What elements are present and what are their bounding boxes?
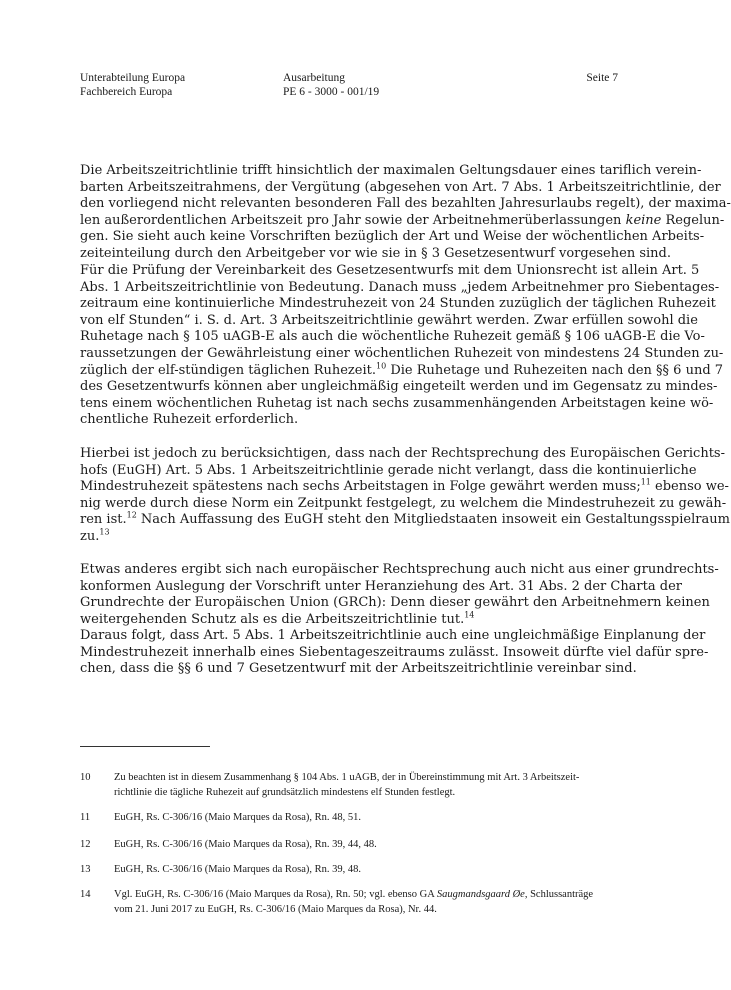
text-line: barten Arbeitszeitrahmens, der Vergütung (abgesehen von Art. 7 Abs. 1 Arbeitszeitrichtlinie, der <box>80 179 721 195</box>
footnote-line: Zu beachten ist in diesem Zusammenhang § 104 Abs. 1 uAGB, der in Übereinstimmung mit Art. 3 Arbeitszeit- <box>114 772 580 783</box>
text-line: nig werde durch diese Norm ein Zeitpunkt festgelegt, zu welchem die Mindestruhezeit zu gewäh- <box>80 495 727 511</box>
footnote-line: richtlinie die tägliche Ruhezeit auf grundsätzlich mindestens elf Stunden festlegt. <box>114 787 456 798</box>
footnote-number: 13 <box>80 864 91 875</box>
footnote-text <box>114 837 650 852</box>
text-segment: len außerordentlichen Arbeitszeit pro Jahr sowie der Arbeitnehmerüberlassungen <box>80 212 626 228</box>
text-line <box>80 477 729 496</box>
header-department <box>80 71 185 99</box>
footnote-ref-11[interactable]: 11 <box>640 477 651 487</box>
footnote-ref-13[interactable]: 13 <box>99 527 110 537</box>
text-line: des Gesetzentwurfs können aber ungleichmäßig eingeteilt werden und im Gegensatz zu mindes- <box>80 379 718 395</box>
text-segment: , Schlussanträge <box>524 889 594 900</box>
text-line: zeiteinteilung durch den Arbeitgeber vor wie sie in § 3 Gesetzesentwurf vorgesehen sind. <box>80 245 671 261</box>
text-line: zeitraum eine kontinuierliche Mindestruhezeit von 24 Stunden zuzüglich der täglichen Ruhezeit <box>80 296 716 312</box>
page-number-label: Seite 7 <box>586 72 618 84</box>
text-line: Ruhetage nach § 105 uAGB-E als auch die wöchentliche Ruhezeit gemäß § 106 uAGB-E die Vo- <box>80 329 705 345</box>
text-segment: züglich der elf-stündigen täglichen Ruhezeit. <box>80 362 376 378</box>
footnote-number: 11 <box>80 812 91 823</box>
text-line: chentliche Ruhezeit erforderlich. <box>80 412 299 428</box>
text-line: Etwas anderes ergibt sich nach europäischer Rechtsprechung auch nicht aus einer grundrechts- <box>80 562 719 577</box>
text-line: raussetzungen der Gewährleistung einer wöchentlichen Ruhezeit von mindestens 24 Stunden zu- <box>80 345 724 361</box>
text-line <box>80 612 646 629</box>
text-line: Mindestruhezeit innerhalb eines Siebentageszeitraums zulässt. Insoweit dürfte viel dafür spre- <box>80 644 709 660</box>
text-line: Hierbei ist jedoch zu berücksichtigen, dass nach der Rechtsprechung des Europäischen Gerichts- <box>80 446 725 461</box>
footnote-text <box>114 862 650 877</box>
text-segment: ebenso we- <box>650 479 729 495</box>
footnote-text <box>114 887 650 917</box>
header-doc-number: PE 6 - 3000 - 001/19 <box>283 86 380 98</box>
footnote-number: 12 <box>80 839 91 850</box>
text-line: Grundrechte der Europäischen Union (GRCh): Denn dieser gewährt den Arbeitnehmern keinen <box>80 595 710 611</box>
header-document-info <box>283 71 379 99</box>
footnote-ref-12[interactable]: 12 <box>126 511 137 521</box>
footnote-text <box>114 810 650 825</box>
text-line: hofs (EuGH) Art. 5 Abs. 1 Arbeitszeitrichtlinie gerade nicht verlangt, dass die kontinuierliche <box>80 462 697 478</box>
text-line <box>80 529 646 546</box>
text-segment: zu. <box>80 528 100 544</box>
text-segment: Regelun- <box>661 212 725 228</box>
text-segment: ren ist. <box>80 512 127 528</box>
text-line: chen, dass die §§ 6 und 7 Gesetzentwurf mit der Arbeitszeitrichtlinie vereinbar sind. <box>80 661 637 677</box>
text-line <box>80 361 724 380</box>
header-doc-type: Ausarbeitung <box>283 72 345 84</box>
text-segment: Die Ruhetage und Ruhezeiten nach den §§ 6 und 7 <box>386 362 724 378</box>
text-line: Daraus folgt, dass Art. 5 Abs. 1 Arbeitszeitrichtlinie auch eine ungleichmäßige Einplanung der <box>80 628 706 643</box>
emphasis-text: keine <box>625 212 662 228</box>
text-line <box>80 511 730 529</box>
text-line: Für die Prüfung der Vereinbarkeit des Gesetzesentwurfs mit dem Unionsrecht ist allein Art. 5 <box>80 263 700 278</box>
text-segment: Vgl. EuGH, Rs. C-306/16 (Maio Marques da Rosa), Rn. 50; vgl. ebenso GA <box>114 889 437 900</box>
footnote-number: 14 <box>80 889 91 900</box>
text-line: konformen Auslegung der Vorschrift unter Heranziehung des Art. 31 Abs. 2 der Charta der <box>80 578 682 594</box>
footnote-line <box>114 887 650 902</box>
footnote-line: EuGH, Rs. C-306/16 (Maio Marques da Rosa), Rn. 39, 48. <box>114 864 362 875</box>
header-subdepartment: Unterabteilung Europa <box>80 72 186 84</box>
header-page-number <box>586 71 618 85</box>
footnote-number: 10 <box>80 772 91 783</box>
text-segment: weitergehenden Schutz als es die Arbeitszeitrichtlinie tut. <box>80 611 465 627</box>
text-line: Die Arbeitszeitrichtlinie trifft hinsichtlich der maximalen Geltungsdauer eines tariflich verein- <box>80 163 702 178</box>
header-department-name: Fachbereich Europa <box>80 86 173 98</box>
text-line: den vorliegend nicht relevanten besonderen Fall des bezahlten Jahresurlaubs regelt), der maxima- <box>80 196 731 212</box>
footnote-ref-10[interactable]: 10 <box>376 361 387 371</box>
paragraph-5 <box>80 628 709 678</box>
paragraph-2 <box>80 263 724 429</box>
emphasis-text: Saugmandsgaard Øe <box>436 889 525 900</box>
text-line: gen. Sie sieht auch keine Vorschriften bezüglich der Art und Weise der wöchentlichen Arbeits- <box>80 229 705 245</box>
text-segment: Nach Auffassung des EuGH steht den Mitgliedstaaten insoweit ein Gestaltungsspielraum <box>136 512 730 528</box>
text-line: von elf Stunden“ i. S. d. Art. 3 Arbeitszeitrichtlinie gewährt werden. Zwar erfüllen sowohl die <box>80 312 698 328</box>
paragraph-4 <box>80 562 719 628</box>
text-line: Abs. 1 Arbeitszeitrichtlinie von Bedeutung. Danach muss „jedem Arbeitnehmer pro Siebentages- <box>80 279 720 295</box>
footnote-line: EuGH, Rs. C-306/16 (Maio Marques da Rosa), Rn. 39, 44, 48. <box>114 839 377 850</box>
footnote-text <box>114 770 650 800</box>
footnote-ref-14[interactable]: 14 <box>464 610 475 620</box>
paragraph-3 <box>80 446 730 546</box>
text-segment: Mindestruhezeit spätestens nach sechs Arbeitstagen in Folge gewährt werden muss; <box>80 479 641 495</box>
paragraph-1 <box>80 163 731 263</box>
text-line <box>80 212 725 230</box>
footnote-line: vom 21. Juni 2017 zu EuGH, Rs. C-306/16 (Maio Marques da Rosa), Nr. 44. <box>114 904 437 915</box>
text-line: tens einem wöchentlichen Ruhetag ist nach sechs zusammenhängenden Arbeitstagen keine wö- <box>80 395 714 411</box>
footnote-separator <box>80 746 210 747</box>
footnote-line: EuGH, Rs. C-306/16 (Maio Marques da Rosa), Rn. 48, 51. <box>114 812 362 823</box>
